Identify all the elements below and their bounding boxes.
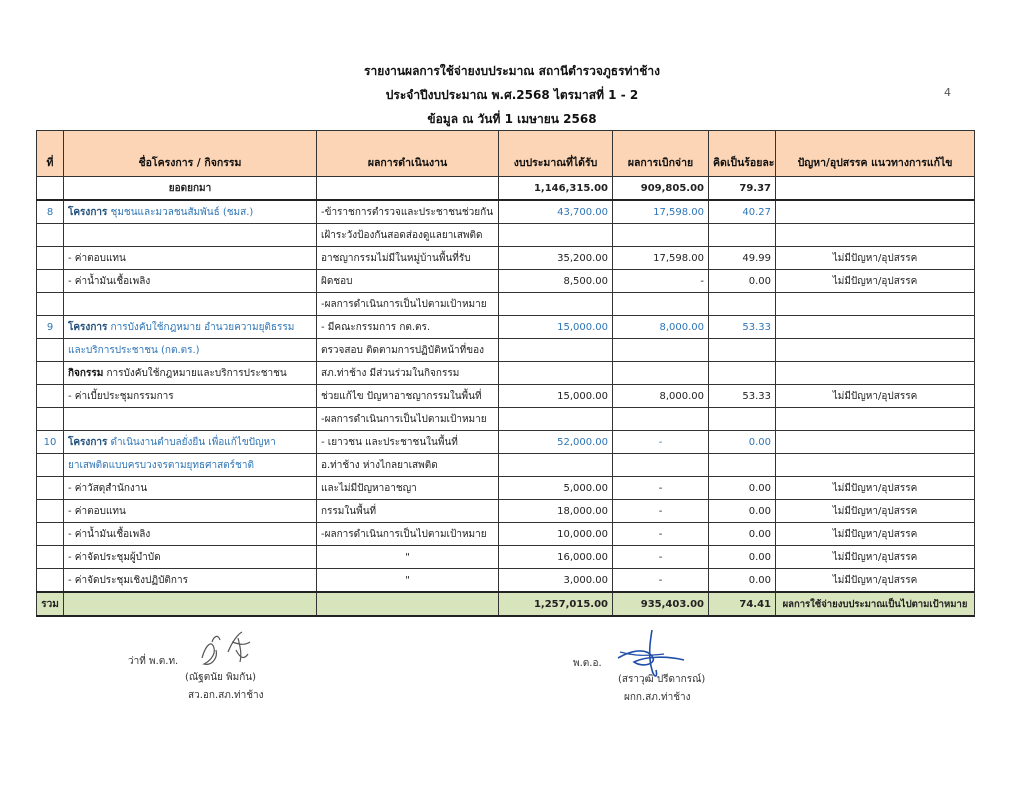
cell [776,339,975,362]
cell [613,362,709,385]
item-spent: - [613,500,709,523]
cell [64,408,317,431]
table-row [37,293,975,316]
project-budget: 52,000.00 [499,431,613,454]
total-note: ผลการใช้จ่ายงบประมาณเป็นไปตามเป้าหมาย [776,592,975,616]
cell [776,224,975,247]
result-text: " [317,569,499,593]
cell [37,454,64,477]
cell [709,454,776,477]
item-issue: ไม่มีปัญหา/อุปสรรค [776,385,975,408]
item-budget: 5,000.00 [499,477,613,500]
cell [776,316,975,339]
result-text: -ผลการดำเนินการเป็นไปตามเป้าหมาย [317,408,499,431]
item-budget: 16,000.00 [499,546,613,569]
item-percent: 49.99 [709,247,776,270]
total-percent: 74.41 [709,592,776,616]
project-percent: 53.33 [709,316,776,339]
table-row [37,408,975,431]
cell [613,454,709,477]
cell [776,362,975,385]
item-budget: 35,200.00 [499,247,613,270]
page-number: 4 [944,86,951,99]
total-label: รวม [37,592,64,616]
item-budget: 15,000.00 [499,385,613,408]
item-name: - ค่าน้ำมันเชื้อเพลิง [64,270,317,293]
cell [37,500,64,523]
table-row [37,500,975,523]
carry-forward-row [37,177,975,201]
result-text: - เยาวชน และประชาชนในพื้นที่ [317,431,499,454]
cell [37,270,64,293]
table-row [37,362,975,385]
table-row [37,385,975,408]
cell [37,408,64,431]
cell [37,339,64,362]
table-row [37,454,975,477]
cell [37,477,64,500]
cell [709,362,776,385]
col-header-budget: งบประมาณที่ได้รับ [499,131,613,177]
project-row [37,200,975,224]
project-title: การบังคับใช้กฎหมาย อำนวยความยุติธรรม [110,321,295,333]
project-budget: 15,000.00 [499,316,613,339]
project-budget: 43,700.00 [499,200,613,224]
result-text: ช่วยแก้ไข ปัญหาอาชญากรรมในพื้นที่ [317,385,499,408]
cell [317,592,499,616]
project-row [37,316,975,339]
project-spent: - [613,431,709,454]
result-text: สภ.ท่าช้าง มีส่วนร่วมในกิจกรรม [317,362,499,385]
left-signer-rank: ว่าที่ พ.ต.ท. [128,656,179,667]
cell [709,224,776,247]
activity-title: การบังคับใช้กฎหมายและบริการประชาชน [106,367,287,379]
cell [613,224,709,247]
item-name: - ค่าจัดประชุมผู้บำบัด [64,546,317,569]
item-percent: 0.00 [709,569,776,593]
item-budget: 18,000.00 [499,500,613,523]
left-signer-name: (ณัฐตนัย พิมกัน) [185,672,257,683]
cell [499,339,613,362]
col-header-result: ผลการดำเนินงาน [317,131,499,177]
cell [37,177,64,201]
project-keyword: โครงการ [68,436,108,448]
result-text: ตรวจสอบ ติดตามการปฏิบัติหน้าที่ของ [317,339,499,362]
cell [613,408,709,431]
col-header-spent: ผลการเบิกจ่าย [613,131,709,177]
project-keyword: โครงการ [68,321,108,333]
result-text: -ผลการดำเนินการเป็นไปตามเป้าหมาย [317,523,499,546]
item-spent: 17,598.00 [613,247,709,270]
col-header-no: ที่ [37,131,64,177]
item-spent: - [613,569,709,593]
project-row [37,431,975,454]
result-text: และไม่มีปัญหาอาชญา [317,477,499,500]
project-number: 8 [37,200,64,224]
item-budget: 8,500.00 [499,270,613,293]
project-title-cont: และบริการประชาชน (กต.ตร.) [64,339,317,362]
cell [37,247,64,270]
result-text: เฝ้าระวังป้องกันสอดส่องดูแลยาเสพติด [317,224,499,247]
result-text: อ.ท่าช้าง ห่างไกลยาเสพติด [317,454,499,477]
result-text: -ข้าราชการตำรวจและประชาชนช่วยกัน [317,200,499,224]
carry-forward-label: ยอดยกมา [64,177,317,201]
cell [776,454,975,477]
result-text: " [317,546,499,569]
activity-keyword: กิจกรรม [68,367,104,379]
item-issue: ไม่มีปัญหา/อุปสรรค [776,270,975,293]
project-number: 9 [37,316,64,339]
table-header-row [37,131,975,177]
cell [776,293,975,316]
table-row [37,224,975,247]
result-text: -ผลการดำเนินการเป็นไปตามเป้าหมาย [317,293,499,316]
cell [776,408,975,431]
cell [37,569,64,593]
report-title: รายงานผลการใช้จ่ายงบประมาณ สถานีตำรวจภูธรท่าช้าง [364,64,660,78]
total-row [37,592,975,616]
cell [776,200,975,224]
cell [499,362,613,385]
item-issue: ไม่มีปัญหา/อุปสรรค [776,569,975,593]
project-percent: 0.00 [709,431,776,454]
table-row [37,546,975,569]
item-spent: 8,000.00 [613,385,709,408]
carry-forward-spent: 909,805.00 [613,177,709,201]
table-row [37,339,975,362]
project-number: 10 [37,431,64,454]
item-name: - ค่าน้ำมันเชื้อเพลิง [64,523,317,546]
cell [37,546,64,569]
project-title: ชุมชนและมวลชนสัมพันธ์ (ชมส.) [110,206,254,218]
item-spent: - [613,523,709,546]
carry-forward-percent: 79.37 [709,177,776,201]
item-issue: ไม่มีปัญหา/อุปสรรค [776,523,975,546]
project-spent: 8,000.00 [613,316,709,339]
col-header-issues: ปัญหา/อุปสรรค แนวทางการแก้ไข [776,131,975,177]
result-text: ผิดชอบ [317,270,499,293]
total-budget: 1,257,015.00 [499,592,613,616]
left-signer-position: สว.อก.สภ.ท่าช้าง [188,690,264,701]
item-spent: - [613,546,709,569]
item-percent: 0.00 [709,477,776,500]
item-percent: 0.00 [709,270,776,293]
table-row [37,477,975,500]
result-text: - มีคณะกรรมการ กต.ตร. [317,316,499,339]
item-name: - ค่าวัสดุสำนักงาน [64,477,317,500]
item-issue: ไม่มีปัญหา/อุปสรรค [776,247,975,270]
item-name: - ค่าตอบแทน [64,500,317,523]
table-row [37,247,975,270]
cell [709,293,776,316]
item-name: - ค่าเบี้ยประชุมกรรมการ [64,385,317,408]
cell [317,177,499,201]
project-title-cont: ยาเสพติดแบบครบวงจรตามยุทธศาสตร์ชาติ [64,454,317,477]
project-name [64,200,317,224]
item-name: - ค่าจัดประชุมเชิงปฏิบัติการ [64,569,317,593]
item-issue: ไม่มีปัญหา/อุปสรรค [776,500,975,523]
report-subtitle: ประจำปีงบประมาณ พ.ศ.2568 ไตรมาสที่ 1 - 2 [385,88,639,102]
result-text: อาชญากรรมไม่มีในหมู่บ้านพื้นที่รับ [317,247,499,270]
cell [499,454,613,477]
cell [613,339,709,362]
result-text: กรรมในพื้นที่ [317,500,499,523]
cell [499,408,613,431]
item-percent: 0.00 [709,546,776,569]
col-header-percent: คิดเป็นร้อยละ [709,131,776,177]
cell [37,362,64,385]
item-issue: ไม่มีปัญหา/อุปสรรค [776,477,975,500]
table-row [37,270,975,293]
project-name [64,431,317,454]
right-signer-rank: พ.ต.อ. [573,658,602,669]
item-percent: 0.00 [709,523,776,546]
cell [709,339,776,362]
cell [64,592,317,616]
item-name: - ค่าตอบแทน [64,247,317,270]
cell [37,523,64,546]
cell [613,293,709,316]
budget-report-table [36,130,975,617]
cell [37,385,64,408]
right-signer-position: ผกก.สภ.ท่าช้าง [624,692,691,703]
cell [499,293,613,316]
carry-forward-budget: 1,146,315.00 [499,177,613,201]
right-signer-name: (สราวุฒิ ปรีดากรณ์) [618,674,706,685]
table-row [37,569,975,593]
project-keyword: โครงการ [68,206,108,218]
table-row [37,523,975,546]
activity-name [64,362,317,385]
item-budget: 3,000.00 [499,569,613,593]
item-issue: ไม่มีปัญหา/อุปสรรค [776,546,975,569]
project-spent: 17,598.00 [613,200,709,224]
project-name [64,316,317,339]
item-percent: 0.00 [709,500,776,523]
total-spent: 935,403.00 [613,592,709,616]
item-percent: 53.33 [709,385,776,408]
cell [37,293,64,316]
cell [64,293,317,316]
cell [709,408,776,431]
left-signature-mark [198,628,254,670]
item-spent: - [613,477,709,500]
cell [776,431,975,454]
report-date: ข้อมูล ณ วันที่ 1 เมษายน 2568 [427,112,597,126]
cell [499,224,613,247]
cell [37,224,64,247]
item-spent: - [613,270,709,293]
project-percent: 40.27 [709,200,776,224]
project-title: ดำเนินงานตำบลยั่งยืน เพื่อแก้ไขปัญหา [110,436,276,448]
cell [64,224,317,247]
item-budget: 10,000.00 [499,523,613,546]
cell [776,177,975,201]
col-header-project: ชื่อโครงการ / กิจกรรม [64,131,317,177]
